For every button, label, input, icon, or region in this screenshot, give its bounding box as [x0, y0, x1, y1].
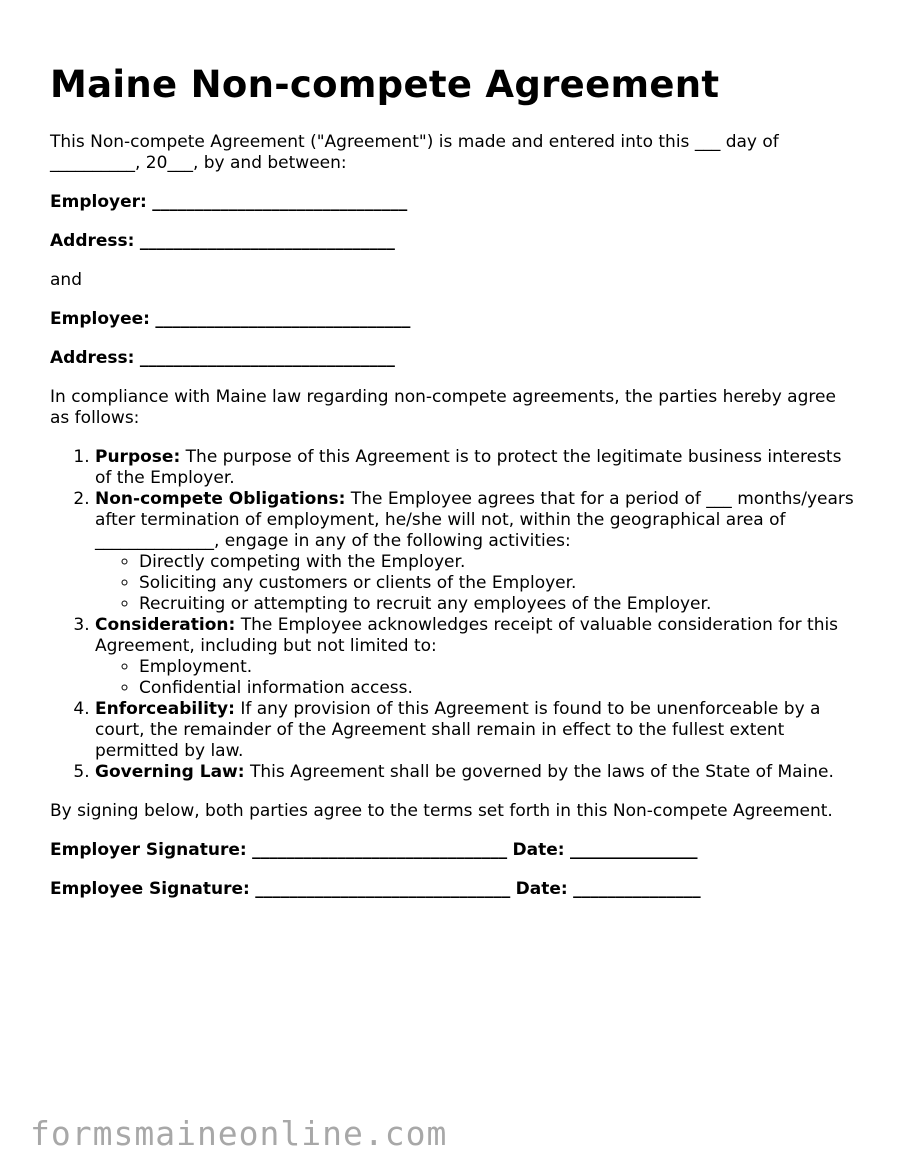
- term-consideration: [95, 615, 856, 699]
- employee-date-blank: _______________: [573, 879, 701, 899]
- employee-blank: ______________________________: [155, 309, 411, 329]
- employee-address-label: Address:: [50, 348, 135, 368]
- employer-address-field: [50, 231, 856, 252]
- employee-signature-blank: ______________________________: [255, 879, 511, 899]
- employer-address-blank: ______________________________: [139, 231, 395, 251]
- employer-signature-blank: ______________________________: [252, 840, 508, 860]
- term-text: This Agreement shall be governed by the laws of the State of Maine.: [249, 762, 834, 782]
- employer-label: Employer:: [50, 192, 147, 212]
- employer-date-label: Date:: [512, 840, 565, 860]
- employer-field: [50, 192, 856, 213]
- employee-address-blank: ______________________________: [139, 348, 395, 368]
- term-heading: Governing Law:: [95, 762, 245, 782]
- conjunction-text: and: [50, 270, 82, 290]
- consideration-list: [95, 657, 856, 699]
- employer-date-blank: _______________: [569, 840, 698, 860]
- term-text: The Employee acknowledges receipt of valuable consideration for this Agreement, including but not limited to:: [95, 615, 839, 656]
- employee-label: Employee:: [50, 309, 150, 329]
- term-governing-law: [95, 762, 856, 783]
- employee-address-field: [50, 348, 856, 369]
- employer-address-label: Address:: [50, 231, 135, 251]
- term-heading: Consideration:: [95, 615, 236, 635]
- list-item: ◦ Directly competing with the Employer.: [139, 552, 856, 573]
- term-heading: Non-compete Obligations:: [95, 489, 346, 509]
- employer-signature-label: Employer Signature:: [50, 840, 247, 860]
- employee-date-label: Date:: [515, 879, 568, 899]
- employer-signature-line: [50, 840, 856, 861]
- compliance-paragraph: In compliance with Maine law regarding non-compete agreements, the parties hereby agree as follows:: [50, 387, 836, 428]
- page-title: Maine Non-compete Agreement: [50, 63, 720, 106]
- term-purpose: [95, 447, 856, 489]
- list-item: ◦ Soliciting any customers or clients of the Employer.: [139, 573, 856, 594]
- list-item: ◦ Recruiting or attempting to recruit any employees of the Employer.: [139, 594, 856, 615]
- intro-paragraph: This Non-compete Agreement ("Agreement") is made and entered into this ___ day of __________, 20___, by and between:: [50, 132, 779, 173]
- employee-signature-line: [50, 879, 856, 900]
- document-page: [50, 62, 856, 900]
- activities-list: [95, 552, 856, 615]
- terms-list: [50, 447, 856, 783]
- list-item: ◦ Employment.: [139, 657, 856, 678]
- term-text: The purpose of this Agreement is to protect the legitimate business interests of the Employer.: [95, 447, 842, 488]
- employee-field: [50, 309, 856, 330]
- term-enforceability: [95, 699, 856, 762]
- site-watermark: formsmaineonline.com: [30, 1114, 448, 1153]
- term-text: The Employee agrees that for a period of ___ months/years after termination of employment, he/she will not, within the geographical area of ______________, engage in any of the following activities:: [95, 489, 854, 551]
- term-heading: Enforceability:: [95, 699, 235, 719]
- list-item: ◦ Confidential information access.: [139, 678, 856, 699]
- employee-signature-label: Employee Signature:: [50, 879, 250, 899]
- employer-blank: ______________________________: [152, 192, 408, 212]
- closing-paragraph: By signing below, both parties agree to the terms set forth in this Non-compete Agreement.: [50, 801, 833, 821]
- term-heading: Purpose:: [95, 447, 181, 467]
- term-non-compete-obligations: [95, 489, 856, 615]
- term-text: If any provision of this Agreement is found to be unenforceable by a court, the remainder of the Agreement shall remain in effect to the fullest extent permitted by law.: [95, 699, 821, 761]
